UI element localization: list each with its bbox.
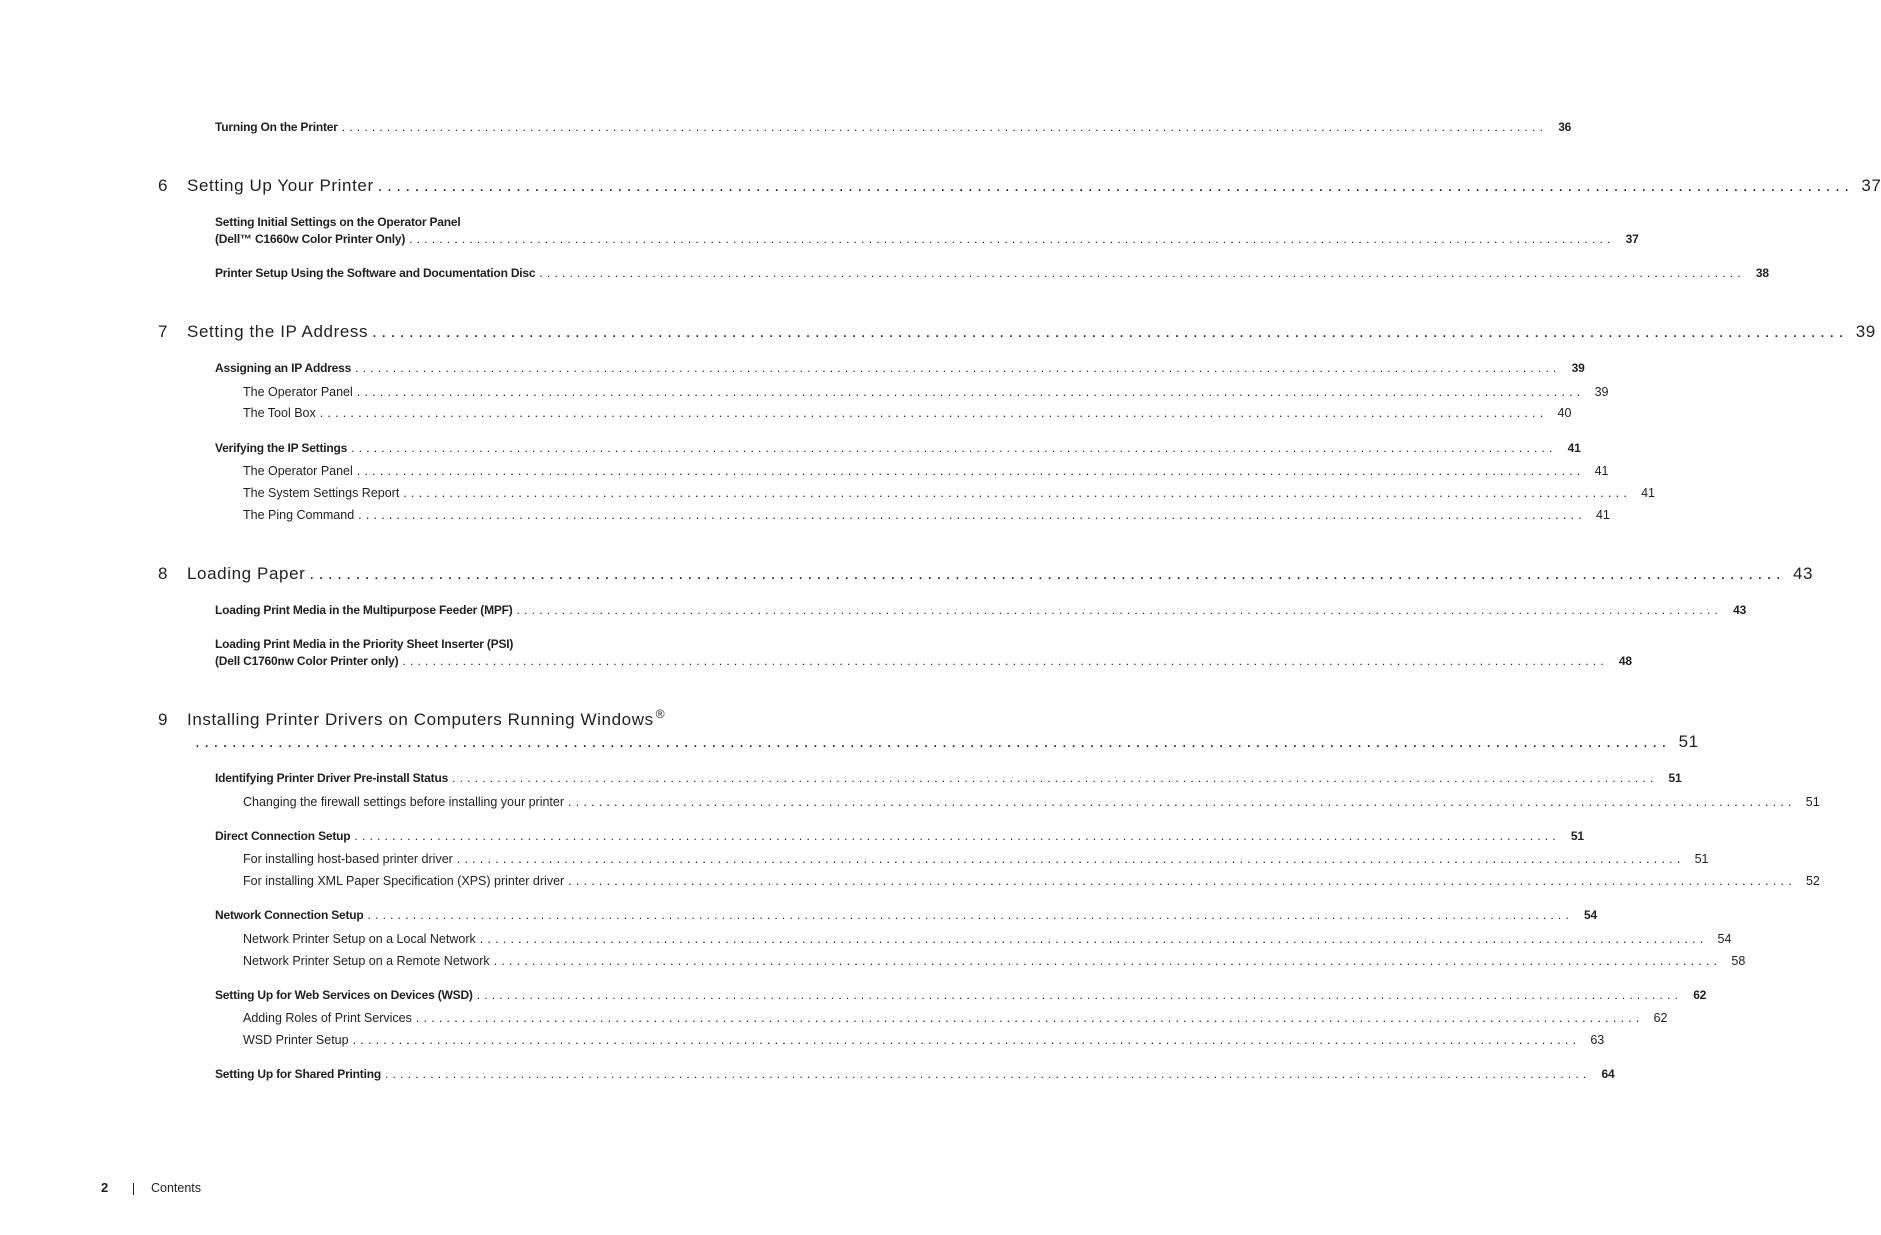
leader-dots: ................................................................................................................................................................ [456, 852, 1685, 866]
toc-label-line1[interactable]: Setting Initial Settings on the Operator Panel [215, 215, 461, 229]
leader-dots: ................................................................................................................................................................ [409, 232, 1615, 246]
chapter-number: 9 [158, 710, 169, 729]
leader-dots: ................................................................................................................................................................ [341, 120, 1548, 134]
toc-entry-verifying-ip[interactable] [215, 441, 1581, 455]
footer-page-number: 2 [101, 1180, 109, 1195]
chapter-9-leader[interactable] [187, 732, 1699, 752]
footer-section-label: Contents [151, 1181, 202, 1195]
leader-dots: ................................................................................................................................................................ [354, 829, 1560, 843]
toc-label: Assigning an IP Address [215, 361, 352, 375]
toc-entry-assigning-ip[interactable] [215, 361, 1585, 375]
registered-mark: ® [655, 707, 666, 721]
toc-entry-firewall-settings[interactable] [243, 795, 1820, 809]
leader-dots: ................................................................................................................................................................ [355, 361, 1561, 375]
toc-page-number: 39 [1571, 361, 1585, 375]
toc-page-number: 43 [1733, 603, 1747, 617]
toc-entry-loading-mpf[interactable] [215, 603, 1747, 617]
toc-label: The Ping Command [243, 508, 355, 522]
toc-entry-xps-driver[interactable] [243, 874, 1820, 888]
chapter-number: 7 [158, 322, 169, 341]
toc-entry-direct-connection[interactable] [215, 829, 1584, 843]
toc-label: For installing host-based printer driver [243, 852, 453, 866]
leader-dots: ................................................................................................................................................................ [195, 732, 1671, 751]
toc-label: The Operator Panel [243, 385, 353, 399]
leader-dots: ................................................................................................................................................................ [493, 954, 1722, 968]
toc-label: Setting Up for Shared Printing [215, 1067, 382, 1081]
chapter-7-heading[interactable] [158, 322, 1876, 342]
toc-page-number: 51 [1570, 829, 1584, 843]
leader-dots: ................................................................................................................................................................ [479, 932, 1708, 946]
toc-label: Network Printer Setup on a Local Network [243, 932, 476, 946]
toc-page-number: 54 [1717, 932, 1732, 946]
leader-dots: ................................................................................................................................................................ [539, 266, 1745, 280]
toc-entry-shared-printing[interactable] [215, 1067, 1615, 1081]
toc-page-number: 52 [1805, 874, 1820, 888]
leader-dots: ................................................................................................................................................................ [356, 385, 1585, 399]
leader-dots: ................................................................................................................................................................ [476, 988, 1683, 1002]
toc-label: Printer Setup Using the Software and Documentation Disc [215, 266, 536, 280]
toc-label: Loading Print Media in the Multipurpose Feeder (MPF) [215, 603, 513, 617]
toc-page-number: 37 [1625, 232, 1639, 246]
leader-dots: ................................................................................................................................................................ [568, 795, 1796, 809]
toc-entry-printer-setup-disc[interactable] [215, 266, 1769, 280]
toc-entry-wsd-printer-setup[interactable] [243, 1033, 1605, 1047]
toc-page-number: 51 [1668, 771, 1682, 785]
toc-page-number: 54 [1584, 908, 1597, 922]
toc-entry-local-network[interactable] [243, 932, 1732, 946]
toc-label: Direct Connection Setup [215, 829, 351, 843]
toc-entry-remote-network[interactable] [243, 954, 1746, 968]
leader-dots: ................................................................................................................................................................ [319, 406, 1548, 420]
toc-page-number: 39 [1855, 322, 1876, 341]
toc-entry-tool-box[interactable] [243, 406, 1572, 420]
toc-entry-initial-settings[interactable] [215, 232, 1639, 246]
toc-page-number: 41 [1595, 508, 1610, 522]
toc-label: Verifying the IP Settings [215, 441, 348, 455]
toc-label: Changing the firewall settings before installing your printer [243, 795, 565, 809]
leader-dots: ................................................................................................................................................................ [372, 322, 1848, 341]
toc-label: Setting Up for Web Services on Devices (WSD) [215, 988, 473, 1002]
toc-label: (Dell™ C1660w Color Printer Only) [215, 232, 406, 246]
toc-page-number: 41 [1567, 441, 1581, 455]
leader-dots: ................................................................................................................................................................ [516, 603, 1723, 617]
toc-entry-loading-psi[interactable] [215, 654, 1632, 668]
leader-dots: ................................................................................................................................................................ [367, 908, 1573, 922]
toc-entry-wsd[interactable] [215, 988, 1707, 1002]
leader-dots: ................................................................................................................................................................ [403, 486, 1631, 500]
toc-entry-pre-install-status[interactable] [215, 771, 1682, 785]
toc-page-number: 37 [1861, 176, 1881, 195]
chapter-number: 8 [158, 564, 169, 583]
leader-dots: ................................................................................................................................................................ [415, 1011, 1644, 1025]
leader-dots: ................................................................................................................................................................ [385, 1067, 1591, 1081]
chapter-number: 6 [158, 176, 169, 195]
chapter-6-heading[interactable] [158, 176, 1881, 196]
leader-dots: ................................................................................................................................................................ [358, 508, 1586, 522]
chapter-8-heading[interactable] [158, 564, 1814, 584]
toc-page-number: 41 [1594, 464, 1609, 478]
toc-entry-host-based-driver[interactable] [243, 852, 1709, 866]
toc-label: The Tool Box [243, 406, 316, 420]
toc-page-number: 51 [1694, 852, 1709, 866]
toc-page-number: 62 [1693, 988, 1707, 1002]
chapter-title: Installing Printer Drivers on Computers Running Windows [187, 710, 654, 729]
toc-label: Network Printer Setup on a Remote Network [243, 954, 490, 968]
footer-divider [133, 1183, 134, 1195]
toc-label: Network Connection Setup [215, 908, 364, 922]
leader-dots: ................................................................................................................................................................ [309, 564, 1786, 583]
toc-page-number: 40 [1557, 406, 1572, 420]
toc-label-line1[interactable]: Loading Print Media in the Priority Sheet Inserter (PSI) [215, 637, 514, 651]
toc-page-number: 51 [1805, 795, 1820, 809]
toc-label: The Operator Panel [243, 464, 353, 478]
toc-page-number: 63 [1590, 1033, 1605, 1047]
toc-entry-ping-command[interactable] [243, 508, 1610, 522]
leader-dots: ................................................................................................................................................................ [568, 874, 1796, 888]
toc-label: The System Settings Report [243, 486, 400, 500]
toc-page-number: 64 [1601, 1067, 1615, 1081]
toc-page-number: 41 [1641, 486, 1655, 500]
toc-page-number: 62 [1653, 1011, 1668, 1025]
chapter-9-heading[interactable] [158, 707, 665, 730]
toc-entry-turning-on[interactable] [215, 120, 1572, 134]
toc-entry-operator-panel-1[interactable] [243, 385, 1609, 399]
toc-label: Identifying Printer Driver Pre-install Status [215, 771, 449, 785]
toc-label: WSD Printer Setup [243, 1033, 349, 1047]
leader-dots: ................................................................................................................................................................ [377, 176, 1854, 195]
leader-dots: ................................................................................................................................................................ [356, 464, 1585, 478]
toc-page-number: 43 [1793, 564, 1814, 583]
toc-entry-system-settings-report[interactable] [243, 486, 1655, 500]
chapter-title: Setting Up Your Printer [187, 176, 374, 195]
leader-dots: ................................................................................................................................................................ [402, 654, 1608, 668]
chapter-title: Setting the IP Address [187, 322, 369, 341]
leader-dots: ................................................................................................................................................................ [352, 1033, 1581, 1047]
toc-entry-print-services-roles[interactable] [243, 1011, 1668, 1025]
toc-page-number: 38 [1755, 266, 1769, 280]
toc-page-number: 48 [1618, 654, 1632, 668]
toc-page-number: 58 [1731, 954, 1746, 968]
chapter-title: Loading Paper [187, 564, 306, 583]
toc-label: Turning On the Printer [215, 120, 338, 134]
toc-label: For installing XML Paper Specification (XPS) printer driver [243, 874, 565, 888]
toc-label: (Dell C1760nw Color Printer only) [215, 654, 399, 668]
leader-dots: ................................................................................................................................................................ [452, 771, 1658, 785]
leader-dots: ................................................................................................................................................................ [351, 441, 1557, 455]
toc-label: Adding Roles of Print Services [243, 1011, 412, 1025]
toc-page-number: 36 [1558, 120, 1572, 134]
toc-page-number: 39 [1594, 385, 1609, 399]
toc-entry-network-connection[interactable] [215, 908, 1597, 922]
toc-page-number: 51 [1678, 732, 1699, 751]
toc-entry-operator-panel-2[interactable] [243, 464, 1609, 478]
